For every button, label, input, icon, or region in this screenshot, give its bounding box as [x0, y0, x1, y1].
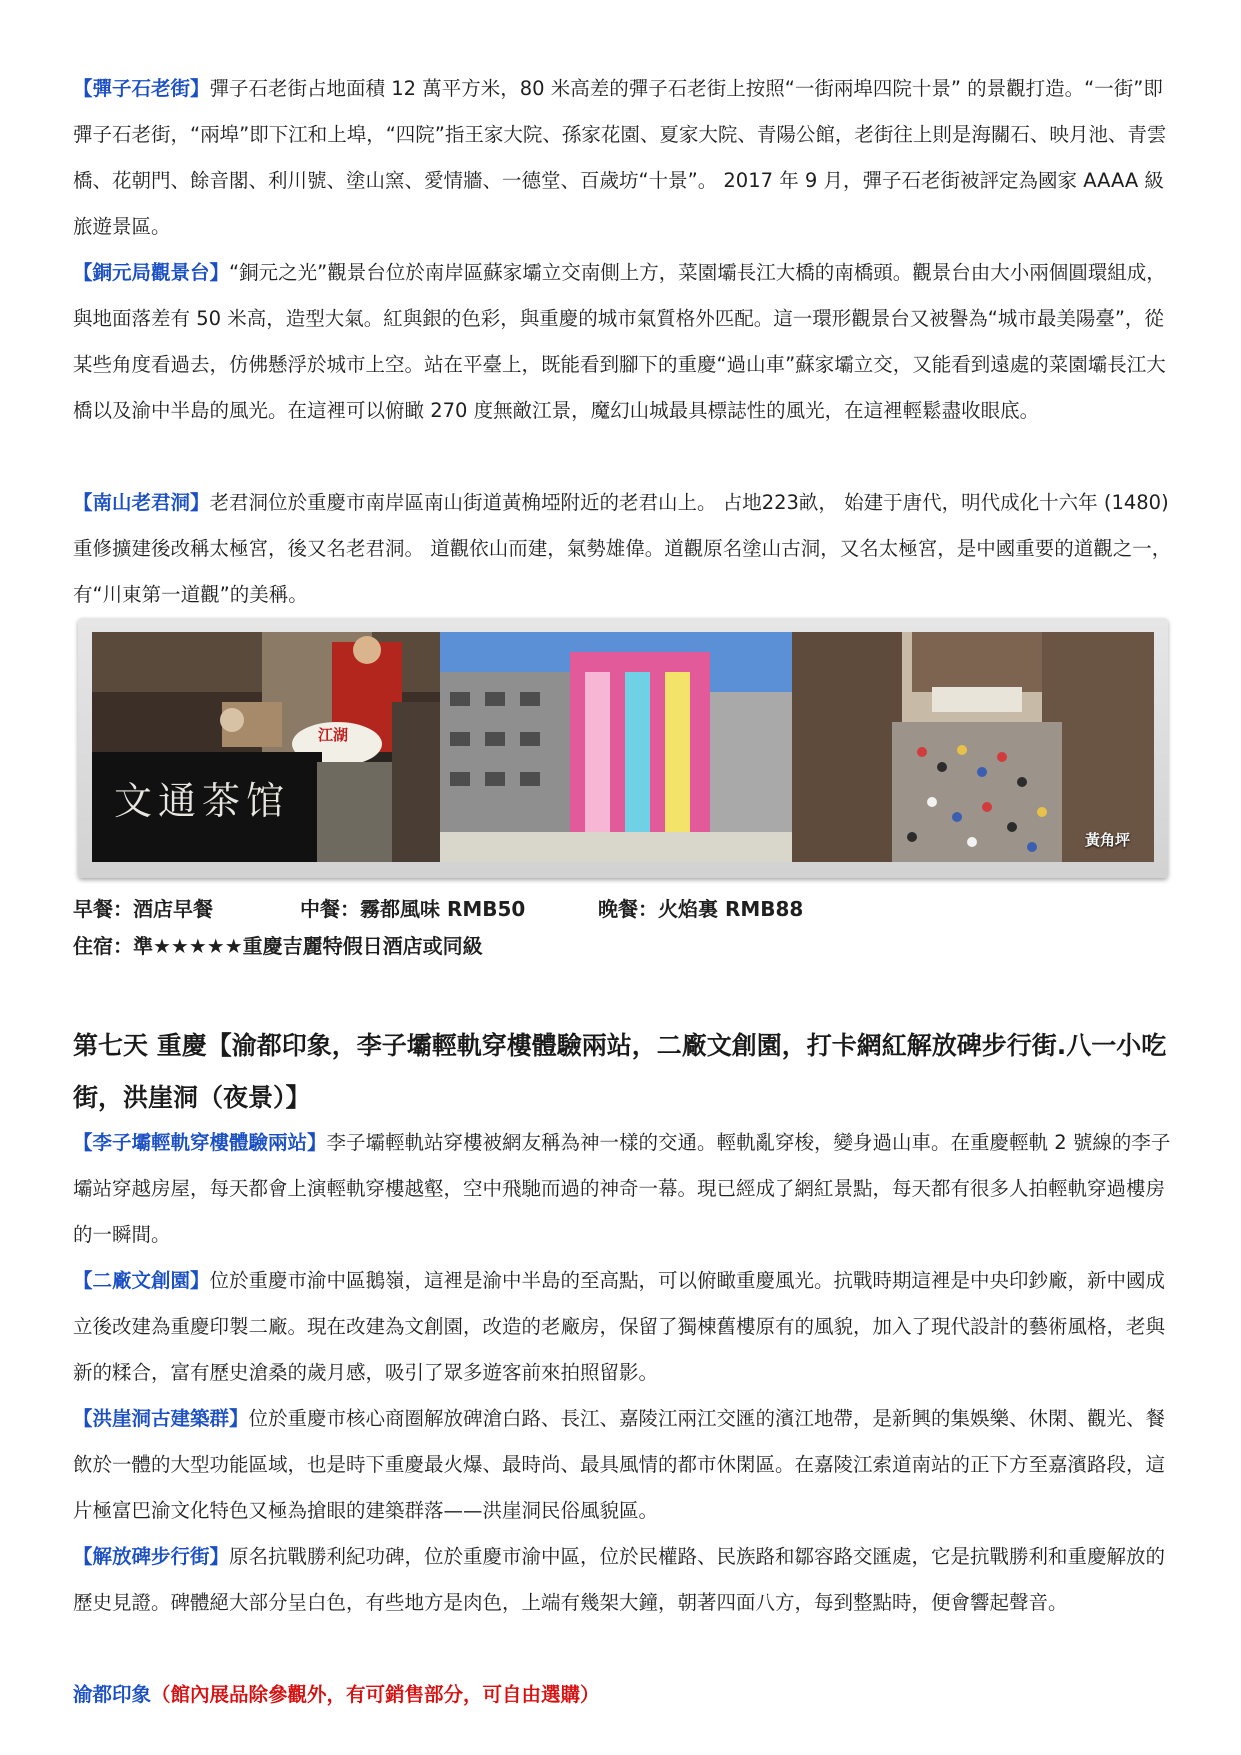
- photo-pink-building: [440, 632, 792, 862]
- section-tag: 【李子壩輕軌穿樓體驗兩站】: [73, 1131, 327, 1154]
- paragraph-tongyuanju: [73, 250, 1176, 434]
- teahouse-sign: 文通茶馆: [114, 779, 291, 823]
- day7-title: 第七天 重慶【渝都印象，李子壩輕軌穿樓體驗兩站，二廠文創園，打卡網紅解放碑步行街.八一小吃街，洪崖洞（夜景）】: [73, 1031, 1167, 1112]
- section-tag: 【洪崖洞古建築群】: [73, 1407, 249, 1430]
- paragraph-jiefangbei: [73, 1534, 1176, 1626]
- paragraph-laojundong: [73, 480, 1176, 618]
- section-text: 老君洞位於重慶市南岸區南山街道黃桷埡附近的老君山上。 占地223畝， 始建于唐代，明代成化十六年 (1480)重修擴建後改稱太極宮，後又名老君洞。 道觀依山而建，氣勢雄偉。道觀原名塗山古洞，又名太極宮，是中國重要的道觀之一，有“川東第一道觀”的美稱。: [73, 491, 1172, 606]
- photo-crowd-street: [792, 632, 1154, 862]
- photo-caption: 黃角坪: [1084, 831, 1130, 849]
- section-text: 位於重慶市核心商圈解放碑滄白路、長江、嘉陵江兩江交匯的濱江地帶，是新興的集娛樂、休閑、觀光、餐飲於一體的大型功能區域，也是時下重慶最火爆、最時尚、最具風情的都市休閑區。在嘉陵江索道南站的正下方至嘉濱路段，這片極富巴渝文化特色又極為搶眼的建築群落——洪崖洞民俗風貌區。: [73, 1407, 1166, 1522]
- section-tag: 【彈子石老街】: [73, 77, 210, 100]
- section-tag: 【南山老君洞】: [73, 491, 210, 514]
- section-tag: 【二廠文創園】: [73, 1269, 210, 1292]
- photo-teahouse: [92, 632, 440, 862]
- section-text: 李子壩輕軌站穿樓被網友稱為神一樣的交通。輕軌亂穿梭，變身過山車。在重慶輕軌 2 號線的李子壩站穿越房屋，每天都會上演輕軌穿樓越壑，空中飛馳而過的神奇一幕。現已經成了網紅景點，每天都有很多人拍輕軌穿過樓房的一瞬間。: [73, 1131, 1171, 1246]
- lunch-info: 中餐：霧都風味 RMB50: [300, 897, 526, 921]
- photo-strip: [78, 618, 1168, 878]
- paragraph-danzishi: [73, 66, 1176, 250]
- section-tag: 【銅元局觀景台】: [73, 261, 230, 284]
- jar-label: 江湖: [318, 726, 349, 744]
- paragraph-hongyadong: [73, 1396, 1176, 1534]
- paragraph-yudu: [73, 1672, 1176, 1718]
- paragraph-erchang: [73, 1258, 1176, 1396]
- yudu-note: （館內展品除參觀外，有可銷售部分，可自由選購）: [151, 1683, 600, 1706]
- section-text: 原名抗戰勝利紀功碑，位於重慶市渝中區，位於民權路、民族路和鄒容路交匯處，它是抗戰勝利和重慶解放的歷史見證。碑體絕大部分呈白色，有些地方是肉色，上端有幾架大鐘，朝著四面八方，每到整點時，便會響起聲音。: [73, 1545, 1166, 1614]
- dinner-info: 晚餐：火焰裏 RMB88: [598, 897, 804, 921]
- lodging-info: 住宿：準★★★★★重慶吉麗特假日酒店或同級: [73, 934, 483, 958]
- paragraph-liziba: [73, 1120, 1176, 1258]
- section-text: 位於重慶市渝中區鵝嶺，這裡是渝中半島的至高點，可以俯瞰重慶風光。抗戰時期這裡是中央印鈔廠，新中國成立後改建為重慶印製二廠。現在改建為文創園，改造的老廠房，保留了獨棟舊樓原有的風貌，加入了現代設計的藝術風格，老與新的糅合，富有歷史滄桑的歲月感，吸引了眾多遊客前來拍照留影。: [73, 1269, 1166, 1384]
- section-tag: 【解放碑步行街】: [73, 1545, 230, 1568]
- section-text: 彈子石老街占地面積 12 萬平方米，80 米高差的彈子石老街上按照“一街兩埠四院十景” 的景觀打造。“一街”即彈子石老街，“兩埠”即下江和上埠，“四院”指王家大院、孫家花園、夏家大院、青陽公館，老街往上則是海關石、映月池、青雲橋、花朝門、餘音閣、利川號、塗山窯、愛情牆、一德堂、百歲坊“十景”。 2017 年 9 月，彈子石老街被評定為國家 AAAA 級旅遊景區。: [73, 77, 1167, 238]
- yudu-label: 渝都印象: [73, 1683, 152, 1706]
- section-text: “銅元之光”觀景台位於南岸區蘇家壩立交南側上方，菜園壩長江大橋的南橋頭。觀景台由大小兩個圓環組成，與地面落差有 50 米高，造型大氣。紅與銀的色彩，與重慶的城市氣質格外匹配。這一環形觀景台又被譽為“城市最美陽臺”，從某些角度看過去，仿佛懸浮於城市上空。站在平臺上，既能看到腳下的重慶“過山車”蘇家壩立交，又能看到遠處的菜園壩長江大橋以及渝中半島的風光。在這裡可以俯瞰 270 度無敵江景，魔幻山城最具標誌性的風光，在這裡輕鬆盡收眼底。: [73, 261, 1166, 422]
- breakfast-info: 早餐：酒店早餐: [73, 897, 213, 921]
